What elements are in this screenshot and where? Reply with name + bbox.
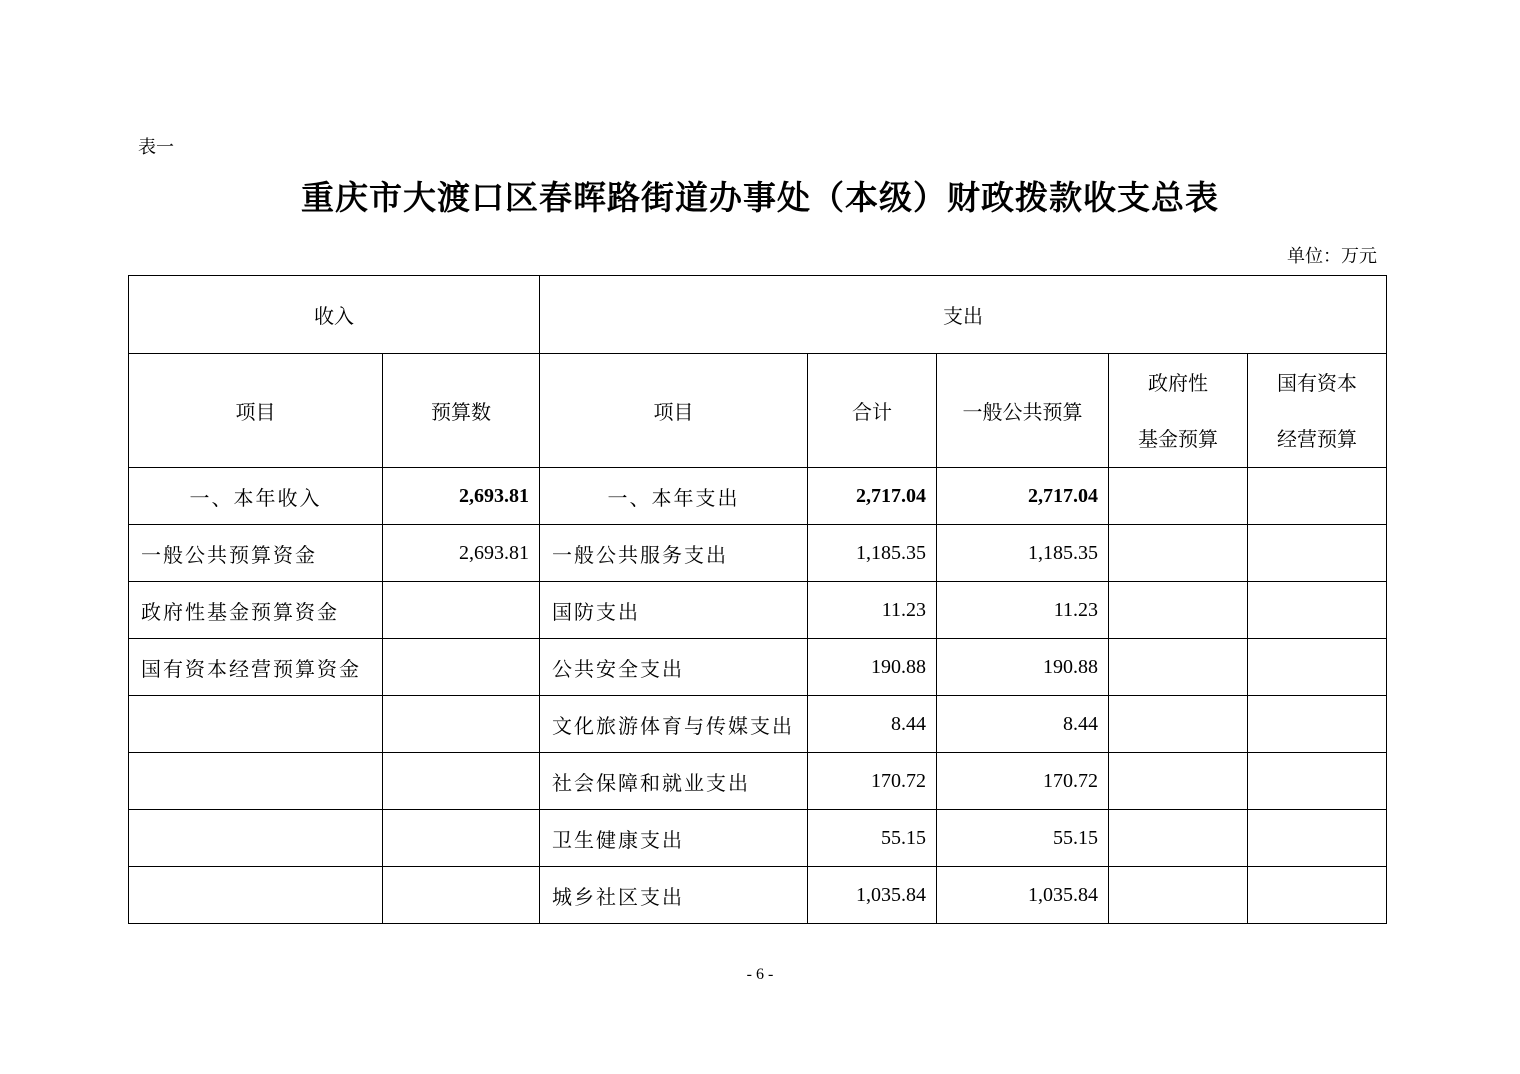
general-budget-cell: 1,185.35 xyxy=(937,525,1109,582)
income-budget-cell xyxy=(383,582,540,639)
income-budget-cell: 2,693.81 xyxy=(383,468,540,525)
expenditure-item-cell: 一般公共服务支出 xyxy=(540,525,808,582)
total-cell: 1,035.84 xyxy=(808,867,937,924)
income-item-cell xyxy=(129,753,383,810)
gov-fund-budget-header xyxy=(1109,354,1248,468)
table-row xyxy=(129,639,1387,696)
unit-label: 单位：万元 xyxy=(1287,246,1377,267)
total-cell: 8.44 xyxy=(808,696,937,753)
expenditure-item-cell: 一、本年支出 xyxy=(540,468,808,525)
table-label: 表一 xyxy=(138,137,174,158)
expenditure-item-cell: 社会保障和就业支出 xyxy=(540,753,808,810)
general-budget-cell: 8.44 xyxy=(937,696,1109,753)
header-row-main xyxy=(129,276,1387,354)
page-title: 重庆市大渡口区春晖路街道办事处（本级）财政拨款收支总表 xyxy=(301,178,1219,217)
total-cell: 1,185.35 xyxy=(808,525,937,582)
expenditure-item-cell: 公共安全支出 xyxy=(540,639,808,696)
income-header: 收入 xyxy=(129,276,540,354)
total-cell: 2,717.04 xyxy=(808,468,937,525)
gov-fund-cell xyxy=(1109,867,1248,924)
gov-fund-cell xyxy=(1109,525,1248,582)
general-public-budget-header: 一般公共预算 xyxy=(937,354,1109,468)
income-item-cell xyxy=(129,810,383,867)
table-row xyxy=(129,810,1387,867)
income-budget-cell xyxy=(383,867,540,924)
general-budget-cell: 11.23 xyxy=(937,582,1109,639)
state-capital-cell xyxy=(1248,810,1387,867)
income-item-cell: 政府性基金预算资金 xyxy=(129,582,383,639)
state-capital-cell xyxy=(1248,696,1387,753)
expenditure-item-cell: 文化旅游体育与传媒支出 xyxy=(540,696,808,753)
gov-fund-cell xyxy=(1109,639,1248,696)
state-capital-cell xyxy=(1248,468,1387,525)
table-row xyxy=(129,468,1387,525)
state-capital-cell xyxy=(1248,639,1387,696)
gov-fund-cell xyxy=(1109,696,1248,753)
total-cell: 190.88 xyxy=(808,639,937,696)
gov-fund-cell xyxy=(1109,753,1248,810)
expenditure-header: 支出 xyxy=(540,276,1387,354)
total-cell: 11.23 xyxy=(808,582,937,639)
income-budget-cell xyxy=(383,639,540,696)
gov-fund-cell xyxy=(1109,810,1248,867)
income-budget-cell: 2,693.81 xyxy=(383,525,540,582)
expenditure-item-cell: 卫生健康支出 xyxy=(540,810,808,867)
gov-fund-cell xyxy=(1109,468,1248,525)
income-item-cell xyxy=(129,867,383,924)
expenditure-item-header: 项目 xyxy=(540,354,808,468)
gov-fund-header-line2: 基金预算 xyxy=(1138,426,1218,451)
table-row xyxy=(129,582,1387,639)
page-number: - 6 - xyxy=(746,966,774,983)
table-row xyxy=(129,525,1387,582)
income-budget-cell xyxy=(383,753,540,810)
state-capital-cell xyxy=(1248,867,1387,924)
income-budget-cell xyxy=(383,696,540,753)
table-row xyxy=(129,696,1387,753)
general-budget-cell: 2,717.04 xyxy=(937,468,1109,525)
state-capital-header-line1: 国有资本 xyxy=(1277,370,1358,395)
table-row xyxy=(129,753,1387,810)
state-capital-cell xyxy=(1248,582,1387,639)
income-budget-header: 预算数 xyxy=(383,354,540,468)
total-header: 合计 xyxy=(808,354,937,468)
gov-fund-header-line1: 政府性 xyxy=(1148,370,1208,395)
general-budget-cell: 1,035.84 xyxy=(937,867,1109,924)
table-row xyxy=(129,867,1387,924)
total-cell: 55.15 xyxy=(808,810,937,867)
general-budget-cell: 190.88 xyxy=(937,639,1109,696)
general-budget-cell: 55.15 xyxy=(937,810,1109,867)
header-row-sub xyxy=(129,354,1387,468)
total-cell: 170.72 xyxy=(808,753,937,810)
general-budget-cell: 170.72 xyxy=(937,753,1109,810)
state-capital-budget-header xyxy=(1248,354,1387,468)
income-item-cell: 一、本年收入 xyxy=(129,468,383,525)
budget-table xyxy=(128,275,1387,924)
state-capital-cell xyxy=(1248,525,1387,582)
state-capital-cell xyxy=(1248,753,1387,810)
income-item-cell xyxy=(129,696,383,753)
gov-fund-cell xyxy=(1109,582,1248,639)
income-item-header: 项目 xyxy=(129,354,383,468)
income-item-cell: 一般公共预算资金 xyxy=(129,525,383,582)
income-item-cell: 国有资本经营预算资金 xyxy=(129,639,383,696)
state-capital-header-line2: 经营预算 xyxy=(1277,426,1358,451)
expenditure-item-cell: 国防支出 xyxy=(540,582,808,639)
income-budget-cell xyxy=(383,810,540,867)
expenditure-item-cell: 城乡社区支出 xyxy=(540,867,808,924)
